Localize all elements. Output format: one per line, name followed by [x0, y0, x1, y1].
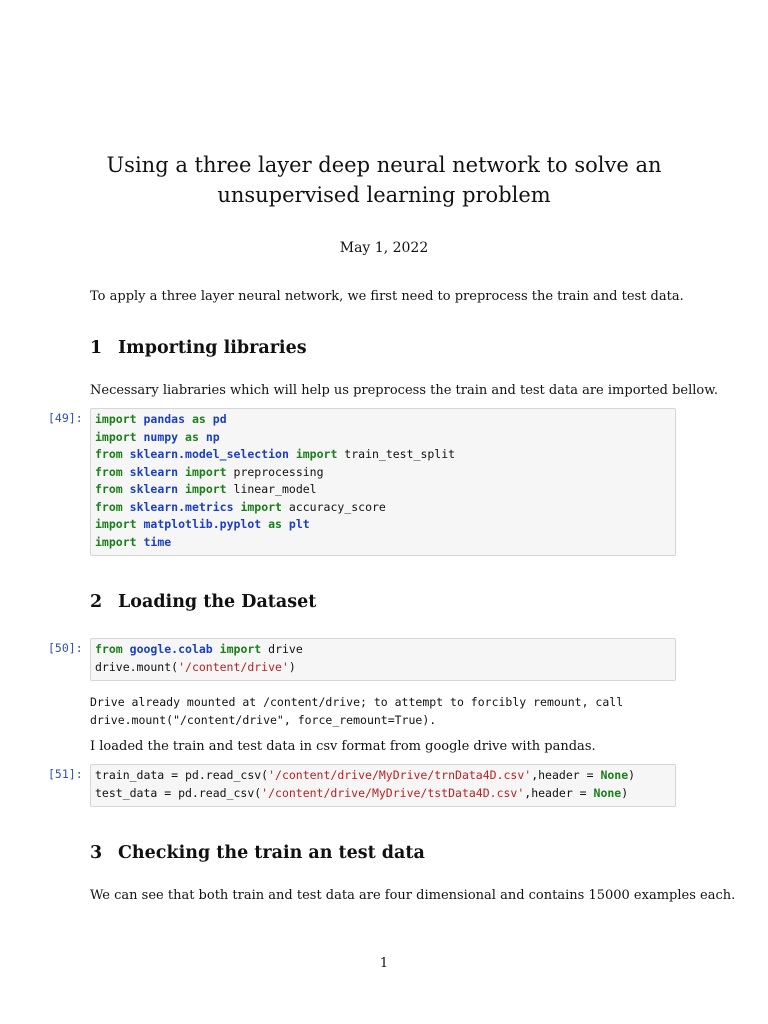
cell-output-mount: Drive already mounted at /content/drive; to attempt to forcibly remount, call drive.mount("/content/drive", force_remount=True). — [90, 695, 624, 727]
code-line: from sklearn import linear_model — [95, 482, 317, 496]
code-line: import numpy as np — [95, 429, 220, 444]
code-line: from sklearn.metrics import accuracy_score — [95, 499, 386, 514]
code-line: import matplotlib.pyplot as plt — [95, 517, 310, 531]
code-line: import pandas as pd — [95, 412, 227, 426]
cell-prompt: [50]: — [48, 641, 83, 655]
section-number: 1 — [90, 338, 103, 358]
code-cell-load-csv[interactable] — [90, 764, 676, 807]
code-line: drive.mount('/content/drive') — [95, 659, 296, 674]
check-paragraph: We can see that both train and test data are four dimensional and contains 15000 examples each. — [90, 888, 736, 903]
section-number: 2 — [90, 592, 103, 612]
intro-paragraph: To apply a three layer neural network, we first need to preprocess the train and test data. — [90, 289, 684, 304]
section-title: Importing libraries — [118, 338, 307, 358]
code-cell-imports[interactable] — [90, 408, 676, 556]
section-number: 3 — [90, 843, 103, 863]
page-number: 1 — [379, 956, 389, 971]
code-line: from google.colab import drive — [95, 642, 303, 656]
loaded-paragraph: I loaded the train and test data in csv format from google drive with pandas. — [90, 739, 596, 754]
code-cell-mount-drive[interactable] — [90, 638, 676, 681]
section-heading-2 — [90, 592, 316, 612]
code-line: train_data = pd.read_csv('/content/drive/MyDrive/trnData4D.csv',header = None) — [95, 768, 636, 782]
code-line: test_data = pd.read_csv('/content/drive/MyDrive/tstData4D.csv',header = None) — [95, 785, 629, 800]
code-line: from sklearn.model_selection import train_test_split — [95, 447, 456, 461]
section-heading-1 — [90, 338, 307, 358]
cell-prompt: [49]: — [48, 411, 83, 425]
section-title: Loading the Dataset — [118, 592, 317, 612]
cell-prompt: [51]: — [48, 767, 83, 781]
section-title: Checking the train an test data — [118, 843, 425, 863]
document-date: May 1, 2022 — [339, 240, 429, 256]
libraries-paragraph: Necessary liabraries which will help us preprocess the train and test data are imported bellow. — [90, 383, 718, 398]
code-line: import time — [95, 534, 172, 549]
code-line: from sklearn import preprocessing — [95, 464, 324, 479]
section-heading-3 — [90, 843, 425, 863]
document-title: Using a three layer deep neural network to solve an unsupervised learning problem — [106, 153, 662, 207]
